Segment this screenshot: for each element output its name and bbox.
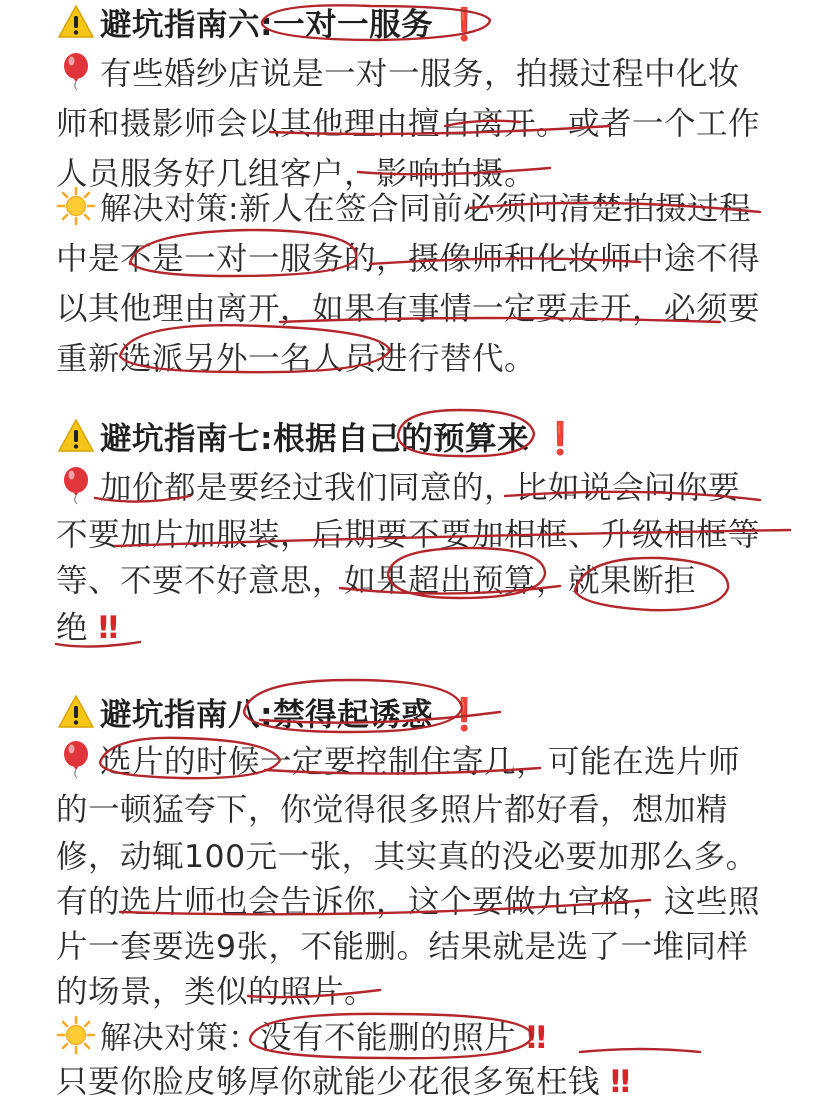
paragraph-text: 绝 — [56, 610, 89, 646]
solution-text: 只要你脸皮够厚你就能少花很多冤枉钱 — [56, 1064, 601, 1100]
paragraph-text: 选片的时候一定要控制住寄几，可能在选片师 — [100, 744, 741, 780]
paragraph-line — [56, 463, 816, 513]
solution-line — [56, 334, 816, 384]
solution-line — [56, 234, 816, 284]
solution-line — [56, 284, 816, 334]
paragraph-text: 修，动辄100元一张，其实真的没必要加那么多。 — [56, 839, 758, 875]
paragraph-line — [56, 785, 816, 835]
paragraph-line — [56, 737, 816, 787]
solution-text: 以其他理由离开，如果有事情一定要走开，必须要 — [56, 291, 761, 327]
warning-icon — [56, 692, 96, 732]
paragraph-text: 的场景，类似的照片。 — [56, 974, 377, 1010]
solution-text: 中是不是一对一服务的，摄像师和化妆师中途不得 — [56, 241, 761, 277]
paragraph-line — [56, 49, 816, 99]
balloon-icon — [56, 465, 96, 505]
section-heading-7 — [56, 414, 816, 464]
paragraph-line — [56, 603, 816, 653]
solution-line — [56, 184, 816, 234]
balloon-icon — [56, 51, 96, 91]
solution-text: 重新选派另外一名人员进行替代。 — [56, 341, 537, 377]
paragraph-text: 师和摄影师会以其他理由擅自离开。或者一个工作 — [56, 106, 761, 142]
paragraph-text: 不要加片加服装，后期要不要加相框、升级相框等 — [56, 517, 761, 553]
paragraph-line — [56, 967, 816, 1017]
sun-icon — [56, 1015, 96, 1055]
paragraph-text: 等、不要不好意思，如果超出预算，就果断拒 — [56, 563, 697, 599]
paragraph-text: 有些婚纱店说是一对一服务，拍摄过程中化妆 — [100, 56, 741, 92]
paragraph-line — [56, 922, 816, 972]
balloon-icon — [56, 739, 96, 779]
solution-text: 解决对策:新人在签合同前必须问清楚拍摄过程 — [100, 191, 752, 227]
solution-line — [56, 1013, 816, 1063]
section-heading-text: 避坑指南七:根据自己的预算来 — [100, 421, 530, 457]
section-heading-text: 避坑指南六:一对一服务 — [100, 7, 434, 43]
warning-icon — [56, 416, 96, 456]
section-heading-text: 避坑指南八:禁得起诱惑 — [100, 697, 434, 733]
section-heading-8 — [56, 690, 816, 740]
sun-icon — [56, 186, 96, 226]
paragraph-text: 片一套要选9张，不能删。结果就是选了一堆同样 — [56, 929, 749, 965]
section-heading-6 — [56, 0, 816, 50]
paragraph-line — [56, 99, 816, 149]
solution-line — [56, 1057, 816, 1107]
double-exclamation-icon: ‼ — [610, 1064, 629, 1100]
paragraph-line — [56, 877, 816, 927]
red-exclamation-icon: ❗ — [540, 421, 578, 457]
double-exclamation-icon: ‼ — [526, 1020, 545, 1056]
red-exclamation-icon: ❗ — [444, 697, 482, 733]
solution-text: 解决对策：没有不能删的照片 — [100, 1020, 517, 1056]
paragraph-line — [56, 832, 816, 882]
double-exclamation-icon: ‼ — [98, 610, 117, 646]
paragraph-text: 有的选片师也会告诉你，这个要做九宫格，这些照 — [56, 884, 761, 920]
paragraph-text: 加价都是要经过我们同意的，比如说会问你要 — [100, 470, 741, 506]
paragraph-line — [56, 510, 816, 560]
warning-icon — [56, 2, 96, 42]
paragraph-text: 的一顿猛夸下，你觉得很多照片都好看，想加精 — [56, 792, 729, 828]
paragraph-line — [56, 556, 816, 606]
red-exclamation-icon: ❗ — [444, 7, 482, 43]
paragraph-text: 人员服务好几组客户，影响拍摄。 — [56, 156, 537, 192]
